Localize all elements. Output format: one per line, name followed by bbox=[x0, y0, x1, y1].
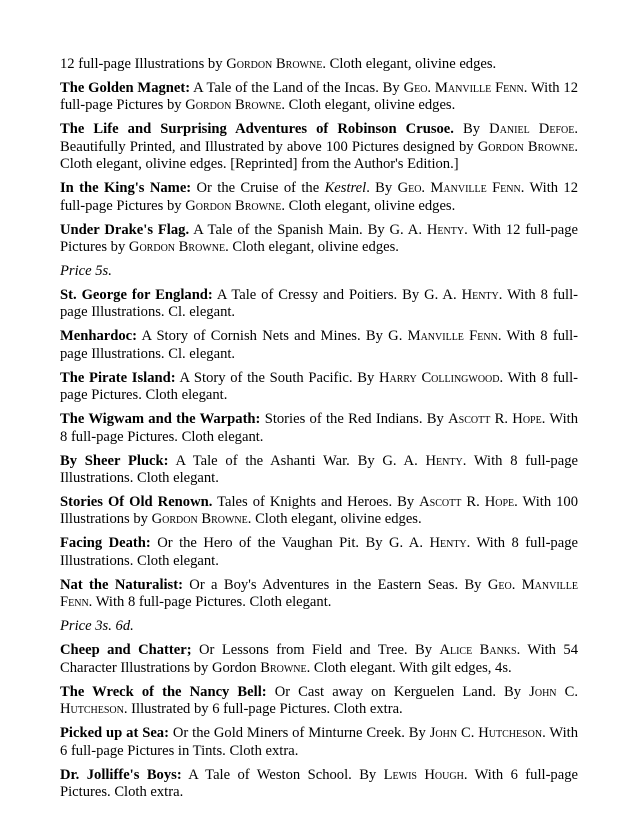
author-name: Daniel Defoe bbox=[489, 121, 575, 138]
entry-text: Or the Hero of the Vaughan Pit. By G. A. bbox=[150, 535, 430, 552]
book-title: Stories Of Old Renown. bbox=[60, 494, 213, 511]
author-name: Ascott bbox=[448, 411, 491, 428]
entry-text: . With 8 full-page Pictures. Cloth elegant. bbox=[60, 369, 579, 404]
author-name: Hutcheson bbox=[478, 725, 543, 742]
author-name: Browne bbox=[260, 659, 307, 676]
entry-text: . Cloth elegant, olivine edges. bbox=[247, 511, 422, 528]
book-entry bbox=[60, 767, 578, 802]
entry-text: . Cloth elegant, olivine edges. bbox=[322, 56, 497, 72]
author-name: Gordon Browne bbox=[151, 511, 248, 528]
author-name: Harry Collingwood bbox=[378, 369, 500, 386]
entry-text: Or Cast away on Kerguelen Land. By bbox=[266, 683, 530, 700]
author-name: Hope bbox=[512, 411, 542, 428]
entry-text: . With 6 full-page Pictures. Cloth extra. bbox=[60, 766, 578, 800]
author-name: Gordon Browne bbox=[185, 97, 282, 114]
author-name: Alice Banks bbox=[439, 642, 517, 659]
book-title: Cheep and Chatter; bbox=[60, 642, 192, 659]
author-name: Henty bbox=[429, 535, 467, 552]
entry-text: R. bbox=[461, 494, 485, 511]
book-entry bbox=[60, 80, 578, 115]
entry-text: A Tale of Weston School. By bbox=[181, 766, 384, 783]
entry-text: . With 8 full-page Pictures. Cloth elegant. bbox=[60, 411, 579, 445]
book-title: Under Drake's Flag. bbox=[60, 221, 190, 238]
book-title: The Golden Magnet: bbox=[60, 80, 191, 96]
author-name: Henty bbox=[425, 452, 463, 469]
entry-text: . With 8 full-page Illustrations. Cl. elegant. bbox=[60, 287, 578, 321]
entry-text: C. bbox=[556, 683, 578, 700]
catalogue-page bbox=[60, 56, 578, 808]
entry-text: . With 12 full-page Pictures by bbox=[60, 221, 578, 256]
book-entry bbox=[60, 370, 578, 405]
author-name: Gordon Browne bbox=[185, 197, 282, 214]
entry-text: Or a Boy's Adventures in the Eastern Seas. By bbox=[182, 576, 488, 593]
entry-text: . With 12 full-page Pictures by bbox=[60, 180, 578, 214]
entry-text: Or the Cruise of the bbox=[191, 180, 325, 197]
book-entry bbox=[60, 535, 578, 570]
book-title: In the King's Name: bbox=[60, 180, 192, 197]
entry-text: . With 8 full-page Illustrations. Cloth elegant. bbox=[60, 452, 578, 487]
author-name: Manville Fenn bbox=[407, 328, 498, 345]
entry-text: . Cloth elegant. With gilt edges, 4s. bbox=[306, 659, 512, 676]
author-name: Geo. Manville Fenn bbox=[403, 80, 524, 96]
book-title: St. George for England: bbox=[60, 287, 213, 304]
price-heading: Price 5s. bbox=[60, 263, 112, 280]
book-entry bbox=[60, 56, 578, 73]
entry-text: . With 6 full-page Pictures in Tints. Cloth extra. bbox=[60, 725, 578, 759]
author-name: Lewis Hough bbox=[383, 766, 464, 783]
entry-text: . Cloth elegant, olivine edges. bbox=[281, 97, 456, 114]
book-entry bbox=[60, 725, 578, 760]
entry-text: . With 8 full-page Illustrations. Cloth elegant. bbox=[60, 535, 578, 569]
author-name: Hope bbox=[484, 494, 515, 511]
book-title: Menhardoc: bbox=[60, 328, 138, 345]
author-name: Ascott bbox=[419, 494, 462, 511]
entry-text: . With 54 Character Illustrations by Gordon bbox=[60, 642, 578, 676]
price-heading: Price 3s. 6d. bbox=[60, 618, 134, 635]
author-name: Hutcheson bbox=[60, 701, 124, 718]
book-title: Dr. Jolliffe's Boys: bbox=[60, 766, 182, 783]
entry-text: . Illustrated by 6 full-page Pictures. Cloth extra. bbox=[123, 701, 403, 718]
book-title: The Wreck of the Nancy Bell: bbox=[60, 683, 267, 700]
entry-text: A Tale of Cressy and Poitiers. By G. A. bbox=[212, 287, 462, 304]
author-name: Henty bbox=[461, 287, 499, 304]
book-entry bbox=[60, 180, 578, 215]
entry-text: C. bbox=[457, 725, 479, 742]
book-entry bbox=[60, 411, 578, 446]
author-name: Geo. Manville Fenn bbox=[60, 576, 578, 611]
italic-text: Kestrel bbox=[324, 180, 367, 197]
entry-text: A Tale of the Spanish Main. By G. A. bbox=[189, 221, 427, 238]
entry-text: Stories of the Red Indians. By bbox=[260, 411, 449, 428]
entry-text: 12 full-page Illustrations by bbox=[60, 56, 227, 72]
book-entry bbox=[60, 642, 578, 677]
entry-text: A Story of the South Pacific. By bbox=[175, 369, 379, 386]
author-name: Gordon Browne bbox=[226, 56, 323, 72]
entry-text: R. bbox=[490, 411, 513, 428]
entry-text: . With 8 full-page Illustrations. Cl. elegant. bbox=[60, 328, 578, 362]
author-name: Gordon Browne bbox=[477, 138, 575, 155]
book-title: Nat the Naturalist: bbox=[60, 576, 183, 593]
book-entry bbox=[60, 684, 578, 719]
author-name: John bbox=[429, 725, 458, 742]
entry-text: . Cloth elegant, olivine edges. bbox=[281, 197, 456, 214]
entry-text: . With 100 Illustrations by bbox=[60, 494, 579, 528]
book-title: Picked up at Sea: bbox=[60, 725, 169, 742]
entry-text: . Cloth elegant, olivine edges. bbox=[225, 239, 399, 256]
entry-text: A Tale of the Land of the Incas. By bbox=[190, 80, 404, 96]
entry-text: By bbox=[453, 121, 490, 138]
book-title: The Pirate Island: bbox=[60, 369, 176, 386]
entry-text: A Tale of the Ashanti War. By G. A. bbox=[168, 452, 426, 469]
book-entry bbox=[60, 222, 578, 257]
book-title: The Wigwam and the Warpath: bbox=[60, 411, 261, 428]
entry-text: . With 8 full-page Pictures. Cloth elegant. bbox=[88, 594, 332, 611]
book-title: By Sheer Pluck: bbox=[60, 452, 169, 469]
book-entry bbox=[60, 121, 578, 173]
book-entry bbox=[60, 287, 578, 322]
author-name: Geo. Manville Fenn bbox=[397, 180, 521, 197]
entry-text: Tales of Knights and Heroes. By bbox=[212, 494, 420, 511]
entry-text: . Beautifully Printed, and Illustrated by above 100 Pictures designed by bbox=[60, 121, 579, 155]
entry-text: Or the Gold Miners of Minturne Creek. By bbox=[168, 725, 430, 742]
author-name: Gordon Browne bbox=[128, 239, 226, 256]
book-entry bbox=[60, 494, 578, 529]
book-title: Facing Death: bbox=[60, 535, 151, 552]
book-title: The Life and Surprising Adventures of Robinson Crusoe. bbox=[60, 121, 454, 138]
author-name: John bbox=[529, 683, 557, 700]
author-name: Henty bbox=[426, 221, 465, 238]
entry-text: . Cloth elegant, olivine edges. [Reprinted] from the Author's Edition.] bbox=[60, 138, 578, 173]
book-entry bbox=[60, 577, 578, 612]
entry-text: A Story of Cornish Nets and Mines. By G. bbox=[137, 328, 408, 345]
entry-text: . With 12 full-page Pictures by bbox=[60, 80, 578, 114]
book-entry bbox=[60, 328, 578, 363]
entry-text: Or Lessons from Field and Tree. By bbox=[191, 642, 440, 659]
book-entry bbox=[60, 453, 578, 488]
entry-text: . By bbox=[366, 180, 398, 197]
